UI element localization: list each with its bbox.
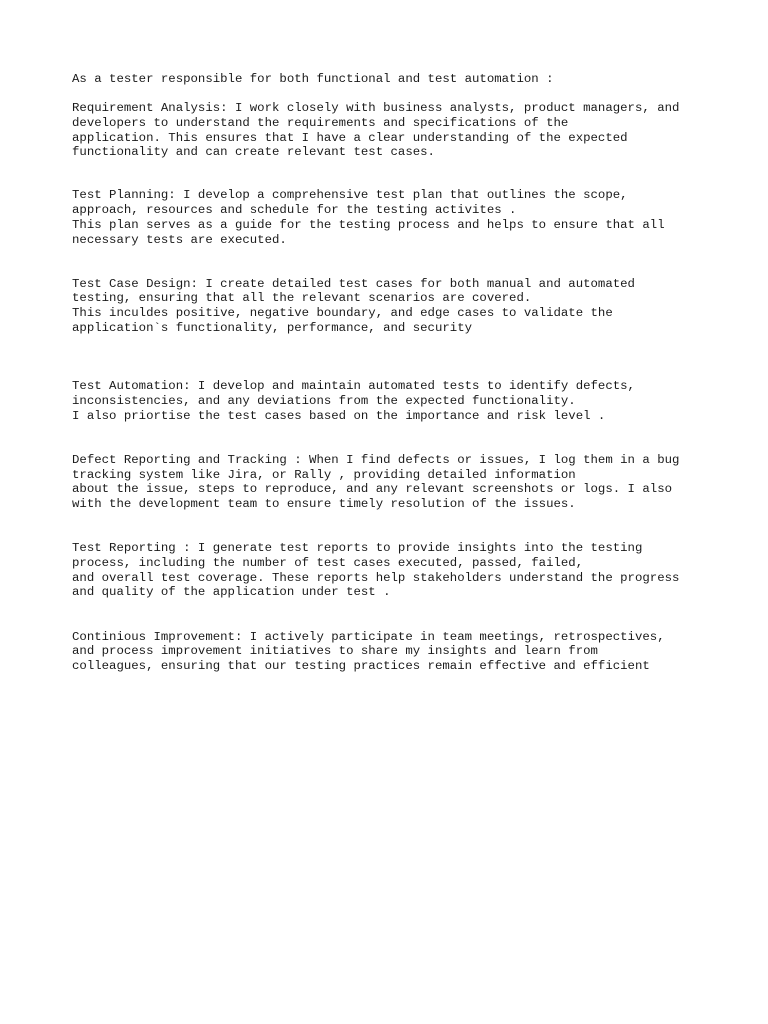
paragraph-line: and overall test coverage. These reports help stakeholders understand the progress [72, 570, 680, 585]
section-defect-reporting [72, 453, 732, 512]
paragraph-line: application. This ensures that I have a clear understanding of the expected [72, 130, 628, 145]
paragraph-line: This inculdes positive, negative boundary, and edge cases to validate the [72, 306, 613, 321]
paragraph-line: colleagues, ensuring that our testing practices remain effective and efficient [72, 658, 650, 673]
paragraph-line: Test Planning: I develop a comprehensive test plan that outlines the scope, [72, 188, 628, 203]
paragraph-line: and quality of the application under test . [72, 585, 391, 600]
paragraph-line: Defect Reporting and Tracking : When I find defects or issues, I log them in a bug [72, 453, 680, 467]
paragraph-line: approach, resources and schedule for the testing activites . [72, 203, 517, 218]
paragraph-line: functionality and can create relevant test cases. [72, 145, 435, 160]
paragraph-line: inconsistencies, and any deviations from the expected functionality. [72, 394, 576, 409]
paragraph-line: application`s functionality, performance, and security [72, 320, 473, 335]
section-test-case-design [72, 277, 732, 336]
paragraph-line: Test Automation: I develop and maintain automated tests to identify defects, [72, 379, 635, 394]
document-page [72, 72, 732, 674]
paragraph-line: and process improvement initiatives to share my insights and learn from [72, 644, 598, 659]
section-requirement-analysis [72, 101, 732, 160]
paragraph-line: Continious Improvement: I actively participate in team meetings, retrospectives, [72, 629, 665, 644]
paragraph-line: Test Case Design: I create detailed test cases for both manual and automated [72, 276, 635, 291]
paragraph-line: process, including the number of test cases executed, passed, failed, [72, 555, 584, 570]
intro-line: As a tester responsible for both functional and test automation : [72, 72, 554, 86]
paragraph-line: testing, ensuring that all the relevant scenarios are covered. [72, 291, 532, 306]
paragraph-line: with the development team to ensure timely resolution of the issues. [72, 497, 576, 512]
section-test-planning [72, 188, 732, 247]
paragraph-line: Test Reporting : I generate test reports to provide insights into the testing [72, 541, 643, 556]
section-test-reporting [72, 541, 732, 600]
section-test-automation [72, 379, 732, 423]
paragraph-line: developers to understand the requirements and specifications of the [72, 115, 569, 130]
paragraph-line: necessary tests are executed. [72, 232, 287, 247]
paragraph-line: Requirement Analysis: I work closely with business analysts, product managers, and [72, 101, 680, 116]
paragraph-line: tracking system like Jira, or Rally , providing detailed information [72, 467, 576, 482]
paragraph-line: about the issue, steps to reproduce, and any relevant screenshots or logs. I also [72, 482, 673, 497]
section-continuous-improvement [72, 630, 732, 674]
paragraph-line: I also priortise the test cases based on the importance and risk level . [72, 408, 606, 423]
paragraph-line: This plan serves as a guide for the testing process and helps to ensure that all [72, 217, 665, 232]
